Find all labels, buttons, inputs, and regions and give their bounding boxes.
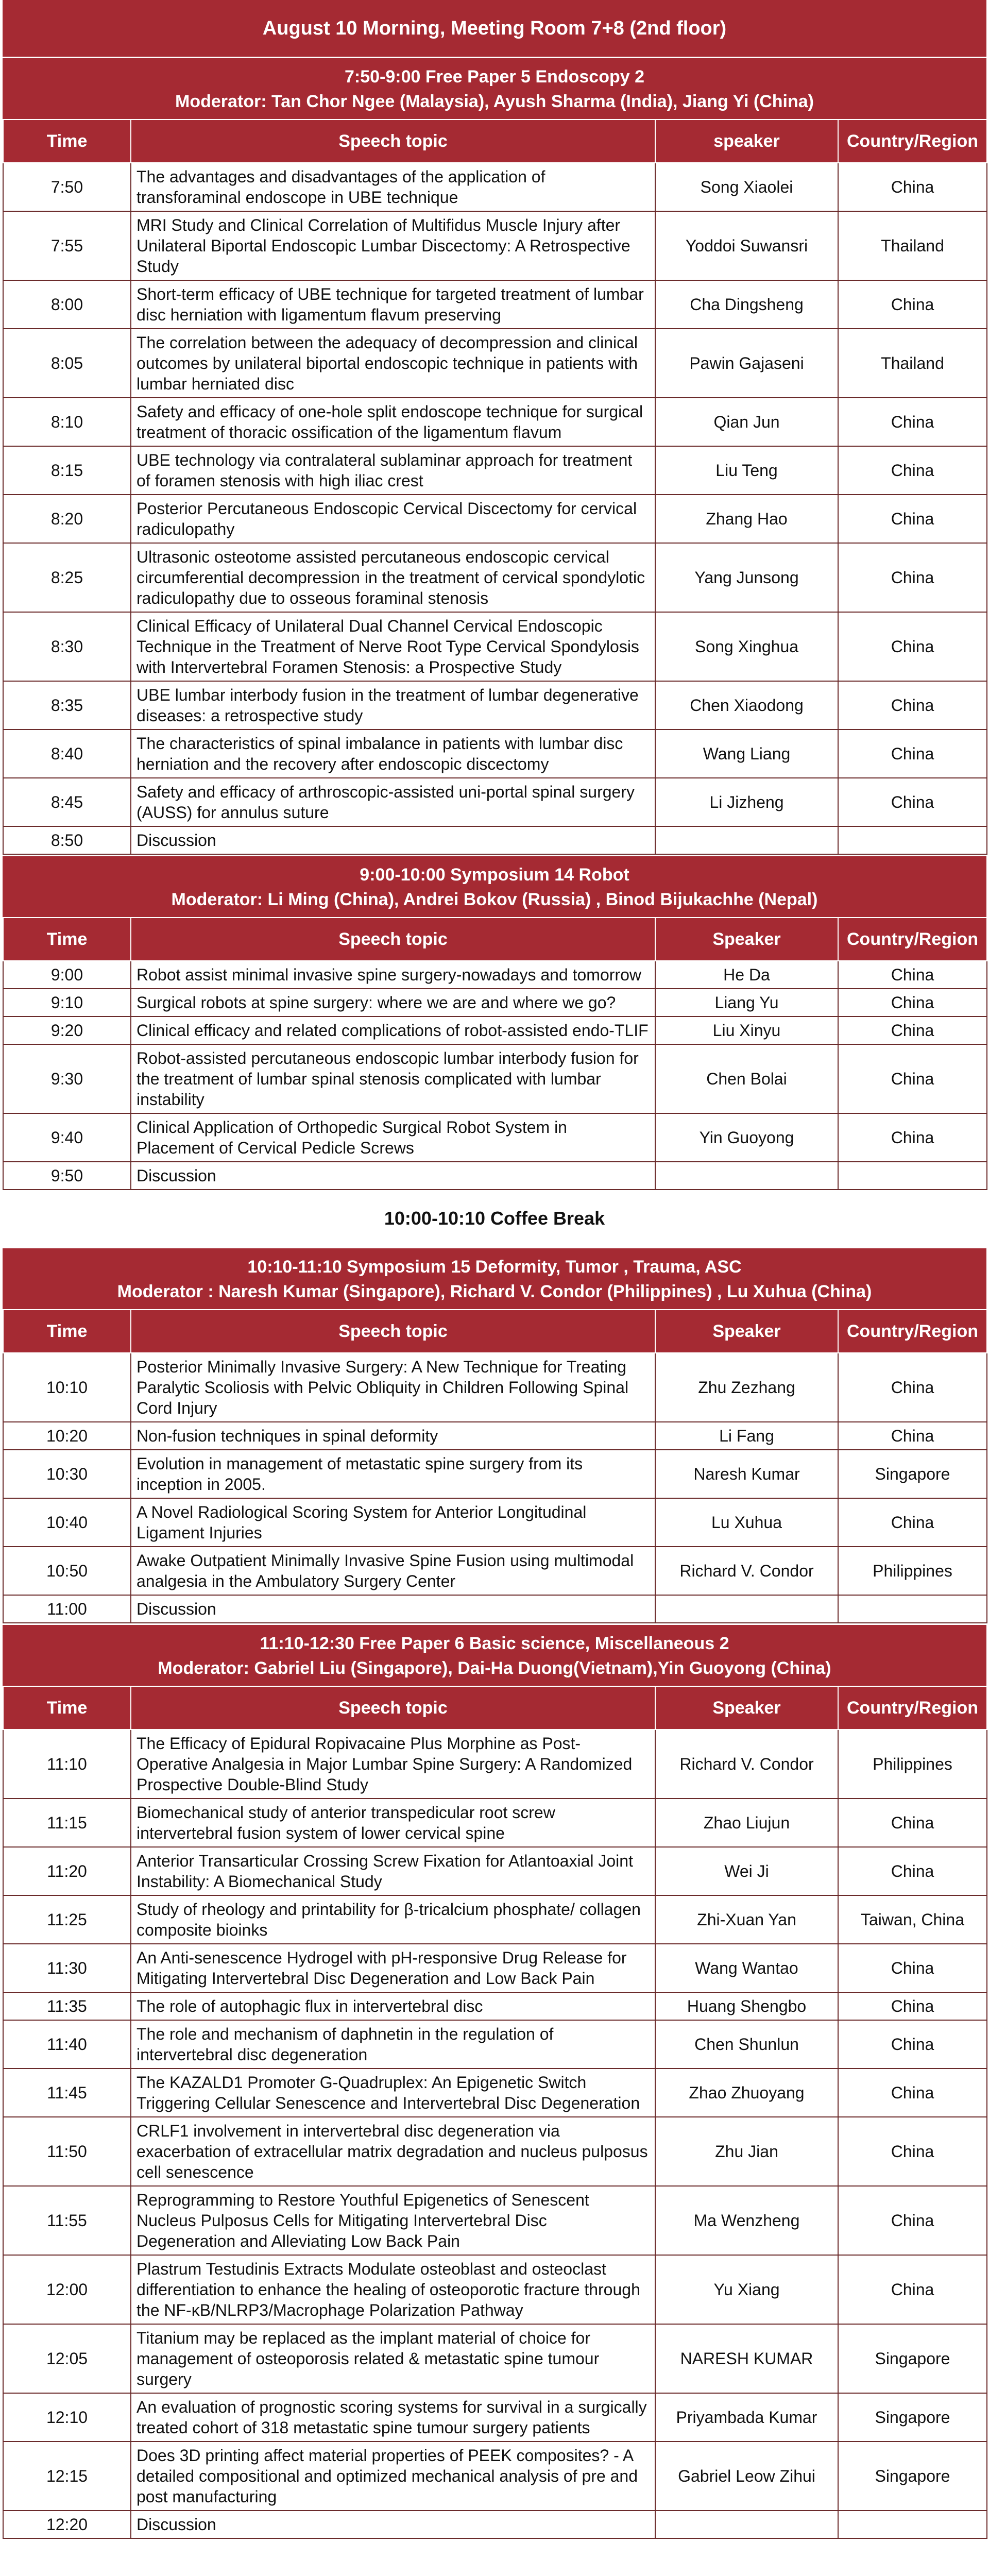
table-row — [3, 2442, 987, 2511]
country-cell: China — [838, 1353, 987, 1422]
session-table — [3, 917, 987, 1190]
speaker-cell — [655, 1595, 838, 1623]
country-cell: China — [838, 163, 987, 211]
table-row — [3, 961, 987, 989]
speaker-cell: Wang Wantao — [655, 1944, 838, 1992]
topic-cell: Evolution in management of metastatic spine surgery from its inception in 2005. — [131, 1450, 655, 1498]
country-cell: Singapore — [838, 2324, 987, 2393]
speaker-cell — [655, 2511, 838, 2538]
table-row — [3, 1595, 987, 1623]
country-cell: Singapore — [838, 2442, 987, 2511]
time-cell: 8:20 — [3, 495, 131, 543]
country-cell: China — [838, 280, 987, 329]
session-header — [3, 1623, 986, 1686]
speaker-cell: Huang Shengbo — [655, 1992, 838, 2020]
speaker-cell: Liang Yu — [655, 989, 838, 1016]
country-cell: China — [838, 2117, 987, 2186]
table-row — [3, 163, 987, 211]
topic-cell: The role of autophagic flux in intervertebral disc — [131, 1992, 655, 2020]
table-row — [3, 446, 987, 495]
speaker-cell: Lu Xuhua — [655, 1498, 838, 1547]
column-header-country: Country/Region — [838, 120, 987, 163]
time-cell: 9:30 — [3, 1044, 131, 1113]
time-cell: 8:15 — [3, 446, 131, 495]
speaker-cell — [655, 1162, 838, 1190]
time-cell: 8:40 — [3, 730, 131, 778]
speaker-cell: Zhang Hao — [655, 495, 838, 543]
topic-cell: The role and mechanism of daphnetin in the regulation of intervertebral disc degeneration — [131, 2020, 655, 2069]
table-row — [3, 1547, 987, 1595]
speaker-cell: Wang Liang — [655, 730, 838, 778]
table-row — [3, 398, 987, 446]
column-header-topic: Speech topic — [131, 1686, 655, 1730]
country-cell: China — [838, 778, 987, 826]
country-cell: China — [838, 961, 987, 989]
speaker-cell: Gabriel Leow Zihui — [655, 2442, 838, 2511]
table-header-row — [3, 1686, 987, 1730]
session-title: 9:00-10:00 Symposium 14 Robot — [360, 865, 629, 885]
speaker-cell: Liu Xinyu — [655, 1016, 838, 1044]
topic-cell: Titanium may be replaced as the implant material of choice for management of osteoporosis related & metastatic spine tumour surgery — [131, 2324, 655, 2393]
topic-cell: Does 3D printing affect material properties of PEEK composites? - A detailed compositional and optimized mechanical analysis of pre and post manufacturing — [131, 2442, 655, 2511]
speaker-cell: Song Xinghua — [655, 612, 838, 681]
time-cell: 11:10 — [3, 1730, 131, 1799]
topic-cell: Robot-assisted percutaneous endoscopic lumbar interbody fusion for the treatment of lumbar spinal stenosis complicated with lumbar instability — [131, 1044, 655, 1113]
session-header — [3, 1247, 986, 1309]
time-cell: 11:45 — [3, 2069, 131, 2117]
country-cell: China — [838, 2186, 987, 2255]
time-cell: 10:30 — [3, 1450, 131, 1498]
country-cell — [838, 826, 987, 854]
column-header-country: Country/Region — [838, 1310, 987, 1353]
country-cell: China — [838, 1498, 987, 1547]
speaker-cell: Chen Xiaodong — [655, 681, 838, 730]
table-row — [3, 329, 987, 398]
speaker-cell: Qian Jun — [655, 398, 838, 446]
column-header-speaker: Speaker — [655, 1310, 838, 1353]
table-header-row — [3, 120, 987, 163]
session-header — [3, 855, 986, 917]
country-cell: Philippines — [838, 1547, 987, 1595]
country-cell: China — [838, 681, 987, 730]
country-cell: China — [838, 2069, 987, 2117]
table-row — [3, 1730, 987, 1799]
session-moderators: Moderator: Gabriel Liu (Singapore), Dai-Ha Duong(Vietnam),Yin Guoyong (China) — [158, 1658, 831, 1678]
country-cell — [838, 1595, 987, 1623]
topic-cell: Posterior Percutaneous Endoscopic Cervical Discectomy for cervical radiculopathy — [131, 495, 655, 543]
country-cell: China — [838, 730, 987, 778]
time-cell: 11:00 — [3, 1595, 131, 1623]
table-row — [3, 1498, 987, 1547]
time-cell: 8:25 — [3, 543, 131, 612]
column-header-topic: Speech topic — [131, 1310, 655, 1353]
time-cell: 11:30 — [3, 1944, 131, 1992]
topic-cell: The advantages and disadvantages of the application of transforaminal endoscope in UBE technique — [131, 163, 655, 211]
table-row — [3, 681, 987, 730]
speaker-cell: Yoddoi Suwansri — [655, 211, 838, 280]
speaker-cell: Richard V. Condor — [655, 1730, 838, 1799]
topic-cell: MRI Study and Clinical Correlation of Multifidus Muscle Injury after Unilateral Biportal Endoscopic Lumbar Discectomy: A Retrospective Study — [131, 211, 655, 280]
time-cell: 12:10 — [3, 2393, 131, 2442]
country-cell: China — [838, 495, 987, 543]
country-cell: China — [838, 2020, 987, 2069]
country-cell: Singapore — [838, 1450, 987, 1498]
country-cell — [838, 2511, 987, 2538]
time-cell: 11:20 — [3, 1847, 131, 1895]
time-cell: 9:20 — [3, 1016, 131, 1044]
country-cell — [838, 1162, 987, 1190]
speaker-cell: Naresh Kumar — [655, 1450, 838, 1498]
column-header-speaker: speaker — [655, 120, 838, 163]
table-row — [3, 211, 987, 280]
table-row — [3, 1162, 987, 1190]
topic-cell: Non-fusion techniques in spinal deformity — [131, 1422, 655, 1450]
column-header-topic: Speech topic — [131, 120, 655, 163]
program-content — [3, 57, 986, 2539]
topic-cell: An Anti-senescence Hydrogel with pH-responsive Drug Release for Mitigating Intervertebral Disc Degeneration and Low Back Pain — [131, 1944, 655, 1992]
country-cell: China — [838, 446, 987, 495]
time-cell: 11:35 — [3, 1992, 131, 2020]
speaker-cell: Zhu Jian — [655, 2117, 838, 2186]
time-cell: 8:30 — [3, 612, 131, 681]
time-cell: 8:50 — [3, 826, 131, 854]
table-row — [3, 1847, 987, 1895]
topic-cell: UBE technology via contralateral sublaminar approach for treatment of foramen stenosis with high iliac crest — [131, 446, 655, 495]
table-header-row — [3, 918, 987, 961]
country-cell: Singapore — [838, 2393, 987, 2442]
topic-cell: Clinical Application of Orthopedic Surgical Robot System in Placement of Cervical Pedicle Screws — [131, 1113, 655, 1162]
speaker-cell: Chen Shunlun — [655, 2020, 838, 2069]
time-cell: 8:05 — [3, 329, 131, 398]
session-table — [3, 1309, 987, 1623]
session-title: 10:10-11:10 Symposium 15 Deformity, Tumor , Trauma, ASC — [247, 1257, 742, 1277]
country-cell: China — [838, 1044, 987, 1113]
session-table — [3, 1686, 987, 2539]
time-cell: 9:00 — [3, 961, 131, 989]
topic-cell: CRLF1 involvement in intervertebral disc degeneration via exacerbation of extracellular matrix degradation and nucleus pulposus cell senescence — [131, 2117, 655, 2186]
speaker-cell: Zhao Zhuoyang — [655, 2069, 838, 2117]
speaker-cell: Yin Guoyong — [655, 1113, 838, 1162]
topic-cell: Discussion — [131, 1162, 655, 1190]
topic-cell: An evaluation of prognostic scoring systems for survival in a surgically treated cohort of 318 metastatic spine tumour surgery patients — [131, 2393, 655, 2442]
country-cell: China — [838, 543, 987, 612]
time-cell: 8:00 — [3, 280, 131, 329]
country-cell: China — [838, 1944, 987, 1992]
country-cell: Philippines — [838, 1730, 987, 1799]
table-row — [3, 1353, 987, 1422]
speaker-cell: NARESH KUMAR — [655, 2324, 838, 2393]
topic-cell: Posterior Minimally Invasive Surgery: A New Technique for Treating Paralytic Scoliosis with Pelvic Obliquity in Children Following Spinal Cord Injury — [131, 1353, 655, 1422]
table-row — [3, 2255, 987, 2324]
time-cell: 11:50 — [3, 2117, 131, 2186]
column-header-topic: Speech topic — [131, 918, 655, 961]
speaker-cell: Chen Bolai — [655, 1044, 838, 1113]
table-row — [3, 1016, 987, 1044]
program-document — [3, 0, 986, 2539]
topic-cell: Robot assist minimal invasive spine surgery-nowadays and tomorrow — [131, 961, 655, 989]
country-cell: China — [838, 1992, 987, 2020]
table-row — [3, 778, 987, 826]
country-cell: China — [838, 1016, 987, 1044]
time-cell: 8:35 — [3, 681, 131, 730]
table-row — [3, 612, 987, 681]
time-cell: 7:55 — [3, 211, 131, 280]
country-cell: Thailand — [838, 329, 987, 398]
column-header-speaker: Speaker — [655, 1686, 838, 1730]
column-header-time: Time — [3, 1310, 131, 1353]
speaker-cell: Richard V. Condor — [655, 1547, 838, 1595]
country-cell: China — [838, 1422, 987, 1450]
country-cell: China — [838, 989, 987, 1016]
country-cell: China — [838, 1799, 987, 1847]
topic-cell: Discussion — [131, 2511, 655, 2538]
time-cell: 10:40 — [3, 1498, 131, 1547]
table-row — [3, 1944, 987, 1992]
table-row — [3, 826, 987, 854]
topic-cell: The characteristics of spinal imbalance in patients with lumbar disc herniation and the recovery after endoscopic discectomy — [131, 730, 655, 778]
table-row — [3, 1044, 987, 1113]
table-header-row — [3, 1310, 987, 1353]
topic-cell: Safety and efficacy of one-hole split endoscope technique for surgical treatment of thoracic ossification of the ligamentum flavum — [131, 398, 655, 446]
time-cell: 12:15 — [3, 2442, 131, 2511]
time-cell: 9:50 — [3, 1162, 131, 1190]
speaker-cell — [655, 826, 838, 854]
table-row — [3, 1895, 987, 1944]
topic-cell: Discussion — [131, 826, 655, 854]
table-row — [3, 495, 987, 543]
topic-cell: Clinical Efficacy of Unilateral Dual Channel Cervical Endoscopic Technique in the Treatment of Nerve Root Type Cervical Spondylosis with Intervertebral Foramen Stenosis: a Prospective Study — [131, 612, 655, 681]
speaker-cell: Pawin Gajaseni — [655, 329, 838, 398]
country-cell: China — [838, 612, 987, 681]
table-row — [3, 1799, 987, 1847]
topic-cell: Awake Outpatient Minimally Invasive Spine Fusion using multimodal analgesia in the Ambulatory Surgery Center — [131, 1547, 655, 1595]
topic-cell: Reprogramming to Restore Youthful Epigenetics of Senescent Nucleus Pulposus Cells for Mitigating Intervertebral Disc Degeneration and Alleviating Low Back Pain — [131, 2186, 655, 2255]
topic-cell: UBE lumbar interbody fusion in the treatment of lumbar degenerative diseases: a retrospective study — [131, 681, 655, 730]
speaker-cell: Ma Wenzheng — [655, 2186, 838, 2255]
table-row — [3, 280, 987, 329]
time-cell: 11:40 — [3, 2020, 131, 2069]
speaker-cell: Liu Teng — [655, 446, 838, 495]
session-moderators: Moderator: Tan Chor Ngee (Malaysia), Ayush Sharma (India), Jiang Yi (China) — [175, 92, 814, 111]
topic-cell: Study of rheology and printability for β-tricalcium phosphate/ collagen composite bioinks — [131, 1895, 655, 1944]
table-row — [3, 2117, 987, 2186]
topic-cell: The KAZALD1 Promoter G-Quadruplex: An Epigenetic Switch Triggering Cellular Senescence and Intervertebral Disc Degeneration — [131, 2069, 655, 2117]
speaker-cell: Zhao Liujun — [655, 1799, 838, 1847]
speaker-cell: Wei Ji — [655, 1847, 838, 1895]
coffee-break: 10:00-10:10 Coffee Break — [3, 1190, 986, 1247]
table-row — [3, 1422, 987, 1450]
table-row — [3, 543, 987, 612]
topic-cell: Surgical robots at spine surgery: where we are and where we go? — [131, 989, 655, 1016]
speaker-cell: Yu Xiang — [655, 2255, 838, 2324]
column-header-time: Time — [3, 1686, 131, 1730]
table-row — [3, 2020, 987, 2069]
session-moderators: Moderator: Li Ming (China), Andrei Bokov (Russia) , Binod Bijukachhe (Nepal) — [171, 890, 818, 909]
table-row — [3, 989, 987, 1016]
country-cell: China — [838, 398, 987, 446]
country-cell: China — [838, 1847, 987, 1895]
speaker-cell: Priyambada Kumar — [655, 2393, 838, 2442]
topic-cell: Ultrasonic osteotome assisted percutaneous endoscopic cervical circumferential decompression in the treatment of cervical spondylotic radiculopathy due to osseous foraminal stenosis — [131, 543, 655, 612]
time-cell: 8:10 — [3, 398, 131, 446]
time-cell: 10:20 — [3, 1422, 131, 1450]
topic-cell: Safety and efficacy of arthroscopic-assisted uni-portal spinal surgery (AUSS) for annulus suture — [131, 778, 655, 826]
time-cell: 11:15 — [3, 1799, 131, 1847]
speaker-cell: Yang Junsong — [655, 543, 838, 612]
table-row — [3, 2511, 987, 2538]
time-cell: 11:25 — [3, 1895, 131, 1944]
speaker-cell: Song Xiaolei — [655, 163, 838, 211]
session-title: 11:10-12:30 Free Paper 6 Basic science, Miscellaneous 2 — [260, 1634, 729, 1653]
column-header-speaker: Speaker — [655, 918, 838, 961]
country-cell: Thailand — [838, 211, 987, 280]
topic-cell: Biomechanical study of anterior transpedicular root screw intervertebral fusion system of lower cervical spine — [131, 1799, 655, 1847]
column-header-country: Country/Region — [838, 918, 987, 961]
time-cell: 9:10 — [3, 989, 131, 1016]
speaker-cell: Cha Dingsheng — [655, 280, 838, 329]
session-moderators: Moderator : Naresh Kumar (Singapore), Richard V. Condor (Philippines) , Lu Xuhua (China) — [117, 1282, 872, 1301]
topic-cell: The correlation between the adequacy of decompression and clinical outcomes by unilateral biportal endoscopic technique in patients with lumbar herniated disc — [131, 329, 655, 398]
topic-cell: Short-term efficacy of UBE technique for targeted treatment of lumbar disc herniation with ligamentum flavum preserving — [131, 280, 655, 329]
time-cell: 12:05 — [3, 2324, 131, 2393]
table-row — [3, 2069, 987, 2117]
speaker-cell: Li Fang — [655, 1422, 838, 1450]
page-title: August 10 Morning, Meeting Room 7+8 (2nd floor) — [3, 0, 986, 57]
time-cell: 8:45 — [3, 778, 131, 826]
session-table — [3, 119, 987, 855]
column-header-time: Time — [3, 918, 131, 961]
time-cell: 10:10 — [3, 1353, 131, 1422]
country-cell: Taiwan, China — [838, 1895, 987, 1944]
time-cell: 7:50 — [3, 163, 131, 211]
topic-cell: Plastrum Testudinis Extracts Modulate osteoblast and osteoclast differentiation to enhance the healing of osteoporotic fracture through the NF-κB/NLRP3/Macrophage Polarization Pathway — [131, 2255, 655, 2324]
time-cell: 10:50 — [3, 1547, 131, 1595]
table-row — [3, 1992, 987, 2020]
column-header-time: Time — [3, 120, 131, 163]
time-cell: 9:40 — [3, 1113, 131, 1162]
time-cell: 12:00 — [3, 2255, 131, 2324]
topic-cell: Clinical efficacy and related complications of robot-assisted endo-TLIF — [131, 1016, 655, 1044]
session-header — [3, 57, 986, 119]
table-row — [3, 2393, 987, 2442]
table-row — [3, 2186, 987, 2255]
time-cell: 12:20 — [3, 2511, 131, 2538]
table-row — [3, 1450, 987, 1498]
table-row — [3, 730, 987, 778]
topic-cell: Anterior Transarticular Crossing Screw Fixation for Atlantoaxial Joint Instability: A Biomechanical Study — [131, 1847, 655, 1895]
topic-cell: Discussion — [131, 1595, 655, 1623]
table-row — [3, 2324, 987, 2393]
topic-cell: The Efficacy of Epidural Ropivacaine Plus Morphine as Post-Operative Analgesia in Major Lumbar Spine Surgery: A Randomized Prospective Double-Blind Study — [131, 1730, 655, 1799]
speaker-cell: Zhi-Xuan Yan — [655, 1895, 838, 1944]
session-title: 7:50-9:00 Free Paper 5 Endoscopy 2 — [344, 67, 645, 87]
speaker-cell: Li Jizheng — [655, 778, 838, 826]
country-cell: China — [838, 2255, 987, 2324]
topic-cell: A Novel Radiological Scoring System for Anterior Longitudinal Ligament Injuries — [131, 1498, 655, 1547]
table-row — [3, 1113, 987, 1162]
speaker-cell: He Da — [655, 961, 838, 989]
time-cell: 11:55 — [3, 2186, 131, 2255]
speaker-cell: Zhu Zezhang — [655, 1353, 838, 1422]
column-header-country: Country/Region — [838, 1686, 987, 1730]
country-cell: China — [838, 1113, 987, 1162]
